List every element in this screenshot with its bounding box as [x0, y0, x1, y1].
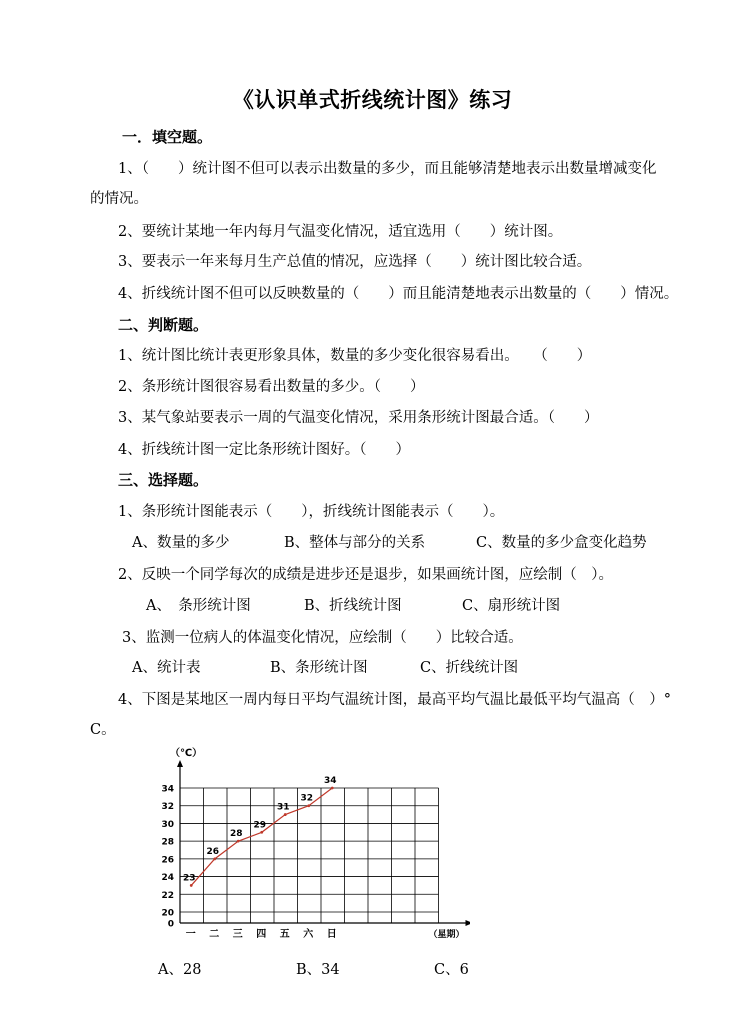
- data-point: [260, 831, 263, 834]
- data-label: 26: [206, 846, 220, 857]
- judge-question-3: 3、某气象站要表示一周的气温变化情况，采用条形统计图最合适。（ ）: [118, 410, 599, 426]
- data-label: 31: [276, 802, 290, 813]
- choice-1-option-a: A、数量的多少: [132, 535, 230, 551]
- choice-2-option-c: C、扇形统计图: [462, 598, 561, 614]
- choice-4-option-c: C、6: [434, 962, 469, 978]
- choice-1-option-c: C、数量的多少盒变化趋势: [476, 535, 647, 551]
- x-axis-arrow: [466, 920, 471, 926]
- choice-2-option-a: A、 条形统计图: [146, 598, 251, 614]
- choice-question-1: 1、条形统计图能表示（ ），折线统计图能表示（ ）。: [118, 504, 505, 520]
- page-title: 《认识单式折线统计图》练习: [232, 88, 513, 112]
- judge-question-4: 4、折线统计图一定比条形统计图好。（ ）: [118, 442, 410, 458]
- y-tick-label: 26: [161, 855, 174, 866]
- x-axis-label: （星期）: [428, 930, 465, 940]
- section-heading-judge: 二、判断题。: [118, 316, 209, 334]
- x-tick-label: 二: [209, 929, 220, 940]
- choice-question-2: 2、反映一个同学每次的成绩是进步还是退步，如果画统计图，应绘制（ ）。: [118, 567, 613, 583]
- data-point: [331, 787, 334, 790]
- fill-question-3: 3、要表示一年来每月生产总值的情况，应选择（ ）统计图比较合适。: [118, 254, 592, 270]
- y-tick-label: 20: [161, 908, 174, 919]
- choice-3-option-a: A、统计表: [132, 660, 201, 676]
- data-point: [307, 804, 310, 807]
- x-tick-label: 六: [303, 929, 314, 940]
- judge-question-1: 1、统计图比统计表更形象具体，数量的多少变化很容易看出。 （ ）: [118, 348, 592, 364]
- x-tick-label: 三: [232, 929, 243, 940]
- y-axis-label: （℃）: [170, 748, 203, 759]
- data-label: 23: [182, 873, 196, 884]
- choice-4-option-b: B、34: [296, 962, 340, 978]
- x-tick-label: 五: [279, 929, 290, 940]
- data-label: 34: [323, 776, 337, 786]
- section-heading-fill-in: 一．填空题。: [122, 128, 213, 146]
- data-point: [213, 857, 216, 860]
- temperature-line-chart: [140, 742, 470, 947]
- choice-question-3: 3、监测一位病人的体温变化情况，应绘制（ ）比较合适。: [122, 630, 523, 646]
- judge-question-2: 2、条形统计图很容易看出数量的多少。（ ）: [118, 379, 425, 395]
- x-tick-labels: [186, 927, 337, 940]
- fill-question-2: 2、要统计某地一年内每月气温变化情况，适宜选用（ ）统计图。: [118, 224, 563, 240]
- data-label: 29: [253, 820, 267, 831]
- choice-3-option-b: B、条形统计图: [270, 660, 368, 676]
- y-axis-arrow: [177, 760, 183, 767]
- y-tick-label: 28: [161, 837, 174, 848]
- choice-1-option-b: B、整体与部分的关系: [284, 535, 426, 551]
- y-tick-label: 34: [161, 784, 174, 795]
- choice-question-4: 4、下图是某地区一周内每日平均气温统计图，最高平均气温比最低平均气温高（ ）°: [118, 692, 671, 708]
- choice-4-option-a: A、28: [158, 962, 202, 978]
- x-tick-label: 一: [185, 929, 196, 940]
- y-tick-label: 32: [161, 802, 174, 813]
- fill-question-1: 1、（ ）统计图不但可以表示出数量的多少，而且能够清楚地表示出数量增减变化: [118, 161, 657, 177]
- data-labels: [183, 776, 337, 883]
- data-label: 28: [229, 829, 243, 840]
- choice-question-4-continued: C。: [90, 722, 116, 738]
- choice-3-option-c: C、折线统计图: [420, 660, 519, 676]
- choice-2-option-b: B、折线统计图: [304, 598, 402, 614]
- fill-question-4: 4、折线统计图不但可以反映数量的（ ）而且能清楚地表示出数量的（ ）情况。: [118, 286, 679, 302]
- data-point: [284, 813, 287, 816]
- section-heading-choice: 三、选择题。: [118, 471, 209, 489]
- y-tick-label: 0: [167, 919, 174, 930]
- x-tick-label: 四: [256, 929, 267, 940]
- data-label: 32: [300, 793, 314, 804]
- y-tick-label: 30: [161, 819, 174, 830]
- data-point: [190, 884, 193, 887]
- data-point: [237, 840, 240, 843]
- y-tick-label: 24: [161, 873, 174, 884]
- y-tick-labels: [161, 785, 174, 930]
- y-tick-label: 22: [161, 890, 174, 901]
- x-tick-label: 日: [326, 929, 337, 940]
- fill-question-1-continued: 的情况。: [90, 191, 148, 207]
